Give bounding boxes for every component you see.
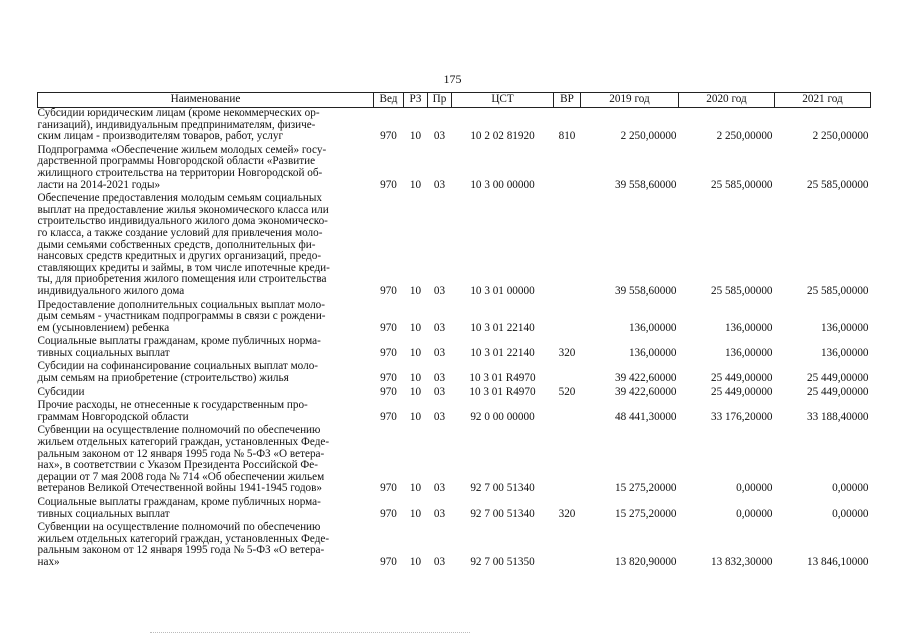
- cell-name: [38, 300, 374, 335]
- header-vr: ВР: [554, 93, 581, 108]
- cell-name-line: ским лицам - производителям товаров, работ, услуг: [37, 130, 284, 143]
- cell-2021: 136,00000: [820, 321, 869, 334]
- cell-2019: 48 441,30000: [614, 410, 677, 423]
- cell-cst: 10 3 00 00000: [470, 178, 535, 191]
- cell-name-line: ем (усыновлением) ребенка: [37, 321, 170, 334]
- table-row: [38, 361, 871, 384]
- cell-name: [38, 193, 374, 297]
- table-row: [38, 522, 871, 568]
- cell-pr: 03: [433, 130, 446, 143]
- cell-name-line: Прочие расходы, не отнесенные к государственным про-: [37, 399, 308, 412]
- header-name: Наименование: [38, 93, 374, 108]
- cell-2021: 2 250,00000: [812, 130, 869, 143]
- cell-name-line: ставляющих кредиты и займы, в том числе ипотечные креди-: [37, 261, 330, 274]
- cell-name-line: нансовых средств кредитных и других организаций, предо-: [37, 250, 322, 263]
- cell-2021: 25 449,00000: [806, 385, 869, 398]
- cell-2021: 136,00000: [820, 346, 869, 359]
- cell-name: [38, 108, 374, 143]
- cell-vr: [554, 425, 581, 495]
- table-row: [38, 193, 871, 297]
- cell-name-line: выплат на предоставление жилья экономического класса или: [37, 203, 329, 216]
- cell-pr: 03: [433, 372, 446, 385]
- cell-cst: 10 3 01 22140: [470, 346, 535, 359]
- cell-2020: 33 176,20000: [710, 410, 773, 423]
- cell-name-line: нах»: [37, 555, 60, 568]
- cell-cst: 92 0 00 00000: [470, 410, 535, 423]
- cell-rz: 10: [409, 346, 422, 359]
- cell-ved: 970: [380, 321, 397, 334]
- scan-artifact-divider: [150, 632, 470, 635]
- cell-pr: 03: [433, 178, 446, 191]
- cell-2020: 0,00000: [736, 507, 773, 520]
- cell-name-line: дым семьям - участникам подпрограммы в связи с рождени-: [37, 310, 326, 323]
- cell-2019: 136,00000: [628, 346, 677, 359]
- cell-vr: [554, 193, 581, 297]
- cell-name-line: тивных социальных выплат: [37, 507, 170, 520]
- cell-name-line: дарственной программы Новгородской области «Развитие: [37, 155, 316, 168]
- cell-name-line: ты, для приобретения жилого помещения или строительства: [37, 273, 327, 286]
- cell-name-line: Субсидии на софинансирование социальных выплат моло-: [37, 360, 319, 373]
- cell-2019: 39 422,60000: [614, 385, 677, 398]
- cell-2020: 0,00000: [736, 482, 773, 495]
- cell-vr: 320: [558, 346, 576, 359]
- cell-2019: 39 558,60000: [614, 284, 677, 297]
- cell-name-line: Социальные выплаты гражданам, кроме публичных норма-: [37, 335, 321, 348]
- cell-name: [38, 387, 374, 399]
- cell-name-line: дыми семьями собственных средств, дополнительных фи-: [37, 238, 316, 251]
- cell-cst: 10 2 02 81920: [470, 130, 535, 143]
- cell-2021: 13 846,10000: [806, 555, 869, 568]
- header-pr: Пр: [428, 93, 452, 108]
- cell-cst: 10 3 01 R4970: [469, 385, 536, 398]
- cell-rz: 10: [409, 372, 422, 385]
- table-row: [38, 300, 871, 335]
- cell-name-line: ганизаций), индивидуальным предпринимателям, физиче-: [37, 118, 316, 131]
- cell-2020: 25 585,00000: [710, 178, 773, 191]
- header-2019: 2019 год: [581, 93, 679, 108]
- cell-cst: 92 7 00 51340: [470, 482, 535, 495]
- cell-name: [38, 522, 374, 568]
- cell-2021: 25 585,00000: [806, 178, 869, 191]
- cell-2020: 25 585,00000: [710, 284, 773, 297]
- cell-name: [38, 497, 374, 520]
- cell-2019: 15 275,20000: [614, 482, 677, 495]
- cell-name-line: жилищного строительства на территории Новгородской об-: [37, 166, 323, 179]
- cell-2019: 136,00000: [628, 321, 677, 334]
- cell-cst: 92 7 00 51340: [470, 507, 535, 520]
- cell-pr: 03: [433, 482, 446, 495]
- cell-2021: 0,00000: [832, 507, 869, 520]
- cell-vr: [554, 145, 581, 191]
- cell-pr: 03: [433, 385, 446, 398]
- cell-vr: 810: [558, 130, 576, 143]
- cell-ved: 970: [380, 385, 397, 398]
- cell-name-line: ральным законом от 12 января 1995 года № 5-ФЗ «О ветера-: [37, 544, 325, 557]
- cell-pr: 03: [433, 284, 446, 297]
- cell-pr: 03: [433, 346, 446, 359]
- cell-pr: 03: [433, 321, 446, 334]
- cell-name: [38, 400, 374, 423]
- cell-rz: 10: [409, 178, 422, 191]
- cell-pr: 03: [433, 555, 446, 568]
- cell-rz: 10: [409, 385, 422, 398]
- cell-name-line: ветеранов Великой Отечественной войны 1941-1945 годов»: [37, 482, 323, 495]
- cell-name-line: Субсидии: [37, 385, 85, 398]
- cell-name-line: ласти на 2014-2021 годы»: [37, 178, 161, 191]
- page-number: 175: [443, 72, 462, 86]
- cell-rz: 10: [409, 321, 422, 334]
- cell-name-line: Субвенции на осуществление полномочий по обеспечению: [37, 424, 321, 437]
- cell-rz: 10: [409, 507, 422, 520]
- budget-table: [37, 92, 871, 569]
- cell-ved: 970: [380, 346, 397, 359]
- cell-name-line: Предоставление дополнительных социальных выплат моло-: [37, 298, 325, 311]
- table-row: [38, 336, 871, 359]
- cell-name: [38, 145, 374, 191]
- cell-name-line: Субсидии юридическим лицам (кроме некоммерческих ор-: [37, 107, 320, 119]
- cell-name-line: нах», в соответствии с Указом Президента Российской Фе-: [37, 459, 318, 472]
- cell-vr: [554, 361, 581, 384]
- cell-name-line: индивидуального жилого дома: [37, 284, 185, 297]
- cell-2020: 25 449,00000: [710, 385, 773, 398]
- cell-cst: 92 7 00 51350: [470, 555, 535, 568]
- cell-rz: 10: [409, 284, 422, 297]
- cell-rz: 10: [409, 130, 422, 143]
- cell-2020: 136,00000: [724, 321, 773, 334]
- cell-name: [38, 336, 374, 359]
- cell-pr: 03: [433, 410, 446, 423]
- cell-2020: 13 832,30000: [710, 555, 773, 568]
- cell-name-line: жильем отдельных категорий граждан, установленных Феде-: [37, 532, 330, 545]
- cell-vr: [554, 300, 581, 335]
- header-2020: 2020 год: [679, 93, 775, 108]
- cell-cst: 10 3 01 00000: [470, 284, 535, 297]
- cell-2020: 25 449,00000: [710, 372, 773, 385]
- cell-name-line: граммам Новгородской области: [37, 410, 189, 423]
- cell-name-line: дерации от 7 мая 2008 года № 714 «Об обеспечении жильем: [37, 470, 325, 483]
- table-row: [38, 387, 871, 399]
- cell-name-line: Социальные выплаты гражданам, кроме публичных норма-: [37, 496, 321, 508]
- header-cst: ЦСТ: [452, 93, 554, 108]
- cell-name-line: жильем отдельных категорий граждан, установленных Феде-: [37, 436, 330, 449]
- cell-name-line: дым семьям на приобретение (строительство) жилья: [37, 372, 289, 385]
- cell-cst: 10 3 01 22140: [470, 321, 535, 334]
- header-ved: Вед: [374, 93, 404, 108]
- cell-2021: 0,00000: [832, 482, 869, 495]
- cell-vr: 520: [558, 385, 576, 398]
- cell-name-line: Обеспечение предоставления молодым семьям социальных: [37, 192, 322, 205]
- table-row: [38, 400, 871, 423]
- cell-2021: 25 585,00000: [806, 284, 869, 297]
- cell-2019: 13 820,90000: [614, 555, 677, 568]
- cell-rz: 10: [409, 482, 422, 495]
- cell-rz: 10: [409, 410, 422, 423]
- cell-vr: 320: [558, 507, 576, 520]
- cell-ved: 970: [380, 372, 397, 385]
- cell-name-line: го класса, а также создание условий для привлечения моло-: [37, 226, 323, 239]
- cell-rz: 10: [409, 555, 422, 568]
- cell-name-line: Подпрограмма «Обеспечение жильем молодых семей» госу-: [37, 143, 327, 156]
- cell-vr: [554, 522, 581, 568]
- cell-name-line: тивных социальных выплат: [37, 346, 170, 359]
- table-row: [38, 425, 871, 495]
- cell-ved: 970: [380, 130, 397, 143]
- header-rz: РЗ: [404, 93, 428, 108]
- table-row: [38, 145, 871, 191]
- cell-name-line: строительство индивидуального жилого дома экономическо-: [37, 215, 328, 228]
- cell-2019: 15 275,20000: [614, 507, 677, 520]
- table-body: [38, 108, 871, 569]
- cell-name-line: Субвенции на осуществление полномочий по обеспечению: [37, 521, 321, 534]
- cell-2019: 39 422,60000: [614, 372, 677, 385]
- cell-ved: 970: [380, 507, 397, 520]
- cell-pr: 03: [433, 507, 446, 520]
- cell-ved: 970: [380, 410, 397, 423]
- cell-name: [38, 425, 374, 495]
- table-row: [38, 497, 871, 520]
- cell-vr: [554, 400, 581, 423]
- cell-2021: 25 449,00000: [806, 372, 869, 385]
- cell-ved: 970: [380, 555, 397, 568]
- cell-cst: 10 3 01 R4970: [469, 372, 536, 385]
- cell-2021: 33 188,40000: [806, 410, 869, 423]
- cell-name: [38, 361, 374, 384]
- cell-ved: 970: [380, 284, 397, 297]
- table-row: [38, 108, 871, 143]
- table-header-row: [38, 93, 871, 108]
- cell-name-line: ральным законом от 12 января 1995 года № 5-ФЗ «О ветера-: [37, 447, 325, 460]
- cell-ved: 970: [380, 178, 397, 191]
- cell-2020: 2 250,00000: [716, 130, 773, 143]
- cell-2019: 2 250,00000: [620, 130, 677, 143]
- cell-ved: 970: [380, 482, 397, 495]
- cell-2019: 39 558,60000: [614, 178, 677, 191]
- header-2021: 2021 год: [775, 93, 871, 108]
- cell-2020: 136,00000: [724, 346, 773, 359]
